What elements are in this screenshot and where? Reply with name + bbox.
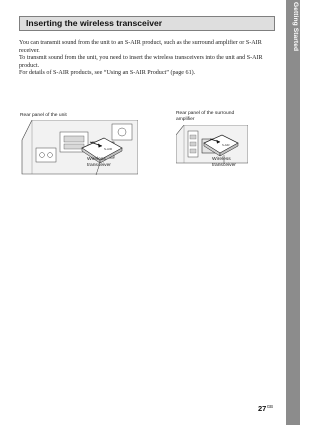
page-number-value: 27 — [258, 404, 267, 413]
figure-right-caption — [176, 111, 234, 123]
section-title: Inserting the wireless transceiver — [26, 18, 163, 28]
body-paragraph-1: You can transmit sound from the unit to an S-AIR product, such as the surround amplifier or S-AIR receiver. — [19, 40, 262, 54]
figure-right-callout-line1: Wireless — [212, 157, 231, 162]
figure-right-caption-line2: amplifier — [176, 116, 195, 122]
body-paragraph-3: For details of S-AIR products, see “Using an S-AIR Product” (page 61). — [19, 70, 196, 77]
figure-left-callout-line1: Wireless — [87, 157, 106, 162]
unit-rear-panel-illustration — [20, 120, 138, 176]
figure-right-caption-line1: Rear panel of the surround — [176, 111, 235, 116]
figure-left-callout-line2: transceiver — [87, 162, 111, 168]
page-number — [258, 404, 273, 413]
section-heading — [19, 16, 275, 31]
figure-right-callout — [212, 157, 236, 169]
svg-text:S-AIR: S-AIR — [104, 147, 113, 151]
page-number-suffix: GB — [266, 404, 273, 410]
figure-left-callout — [87, 157, 111, 169]
side-tab-label: Getting Started — [292, 2, 299, 52]
figure-right-callout-line2: transceiver — [212, 162, 236, 168]
body-paragraph-2: To transmit sound from the unit, you need to insert the wireless transceivers into the unit and S-AIR product. — [19, 55, 263, 69]
figure-left-caption: Rear panel of the unit — [20, 113, 67, 118]
svg-text:S-AIR: S-AIR — [222, 143, 230, 147]
body-text — [19, 40, 275, 78]
